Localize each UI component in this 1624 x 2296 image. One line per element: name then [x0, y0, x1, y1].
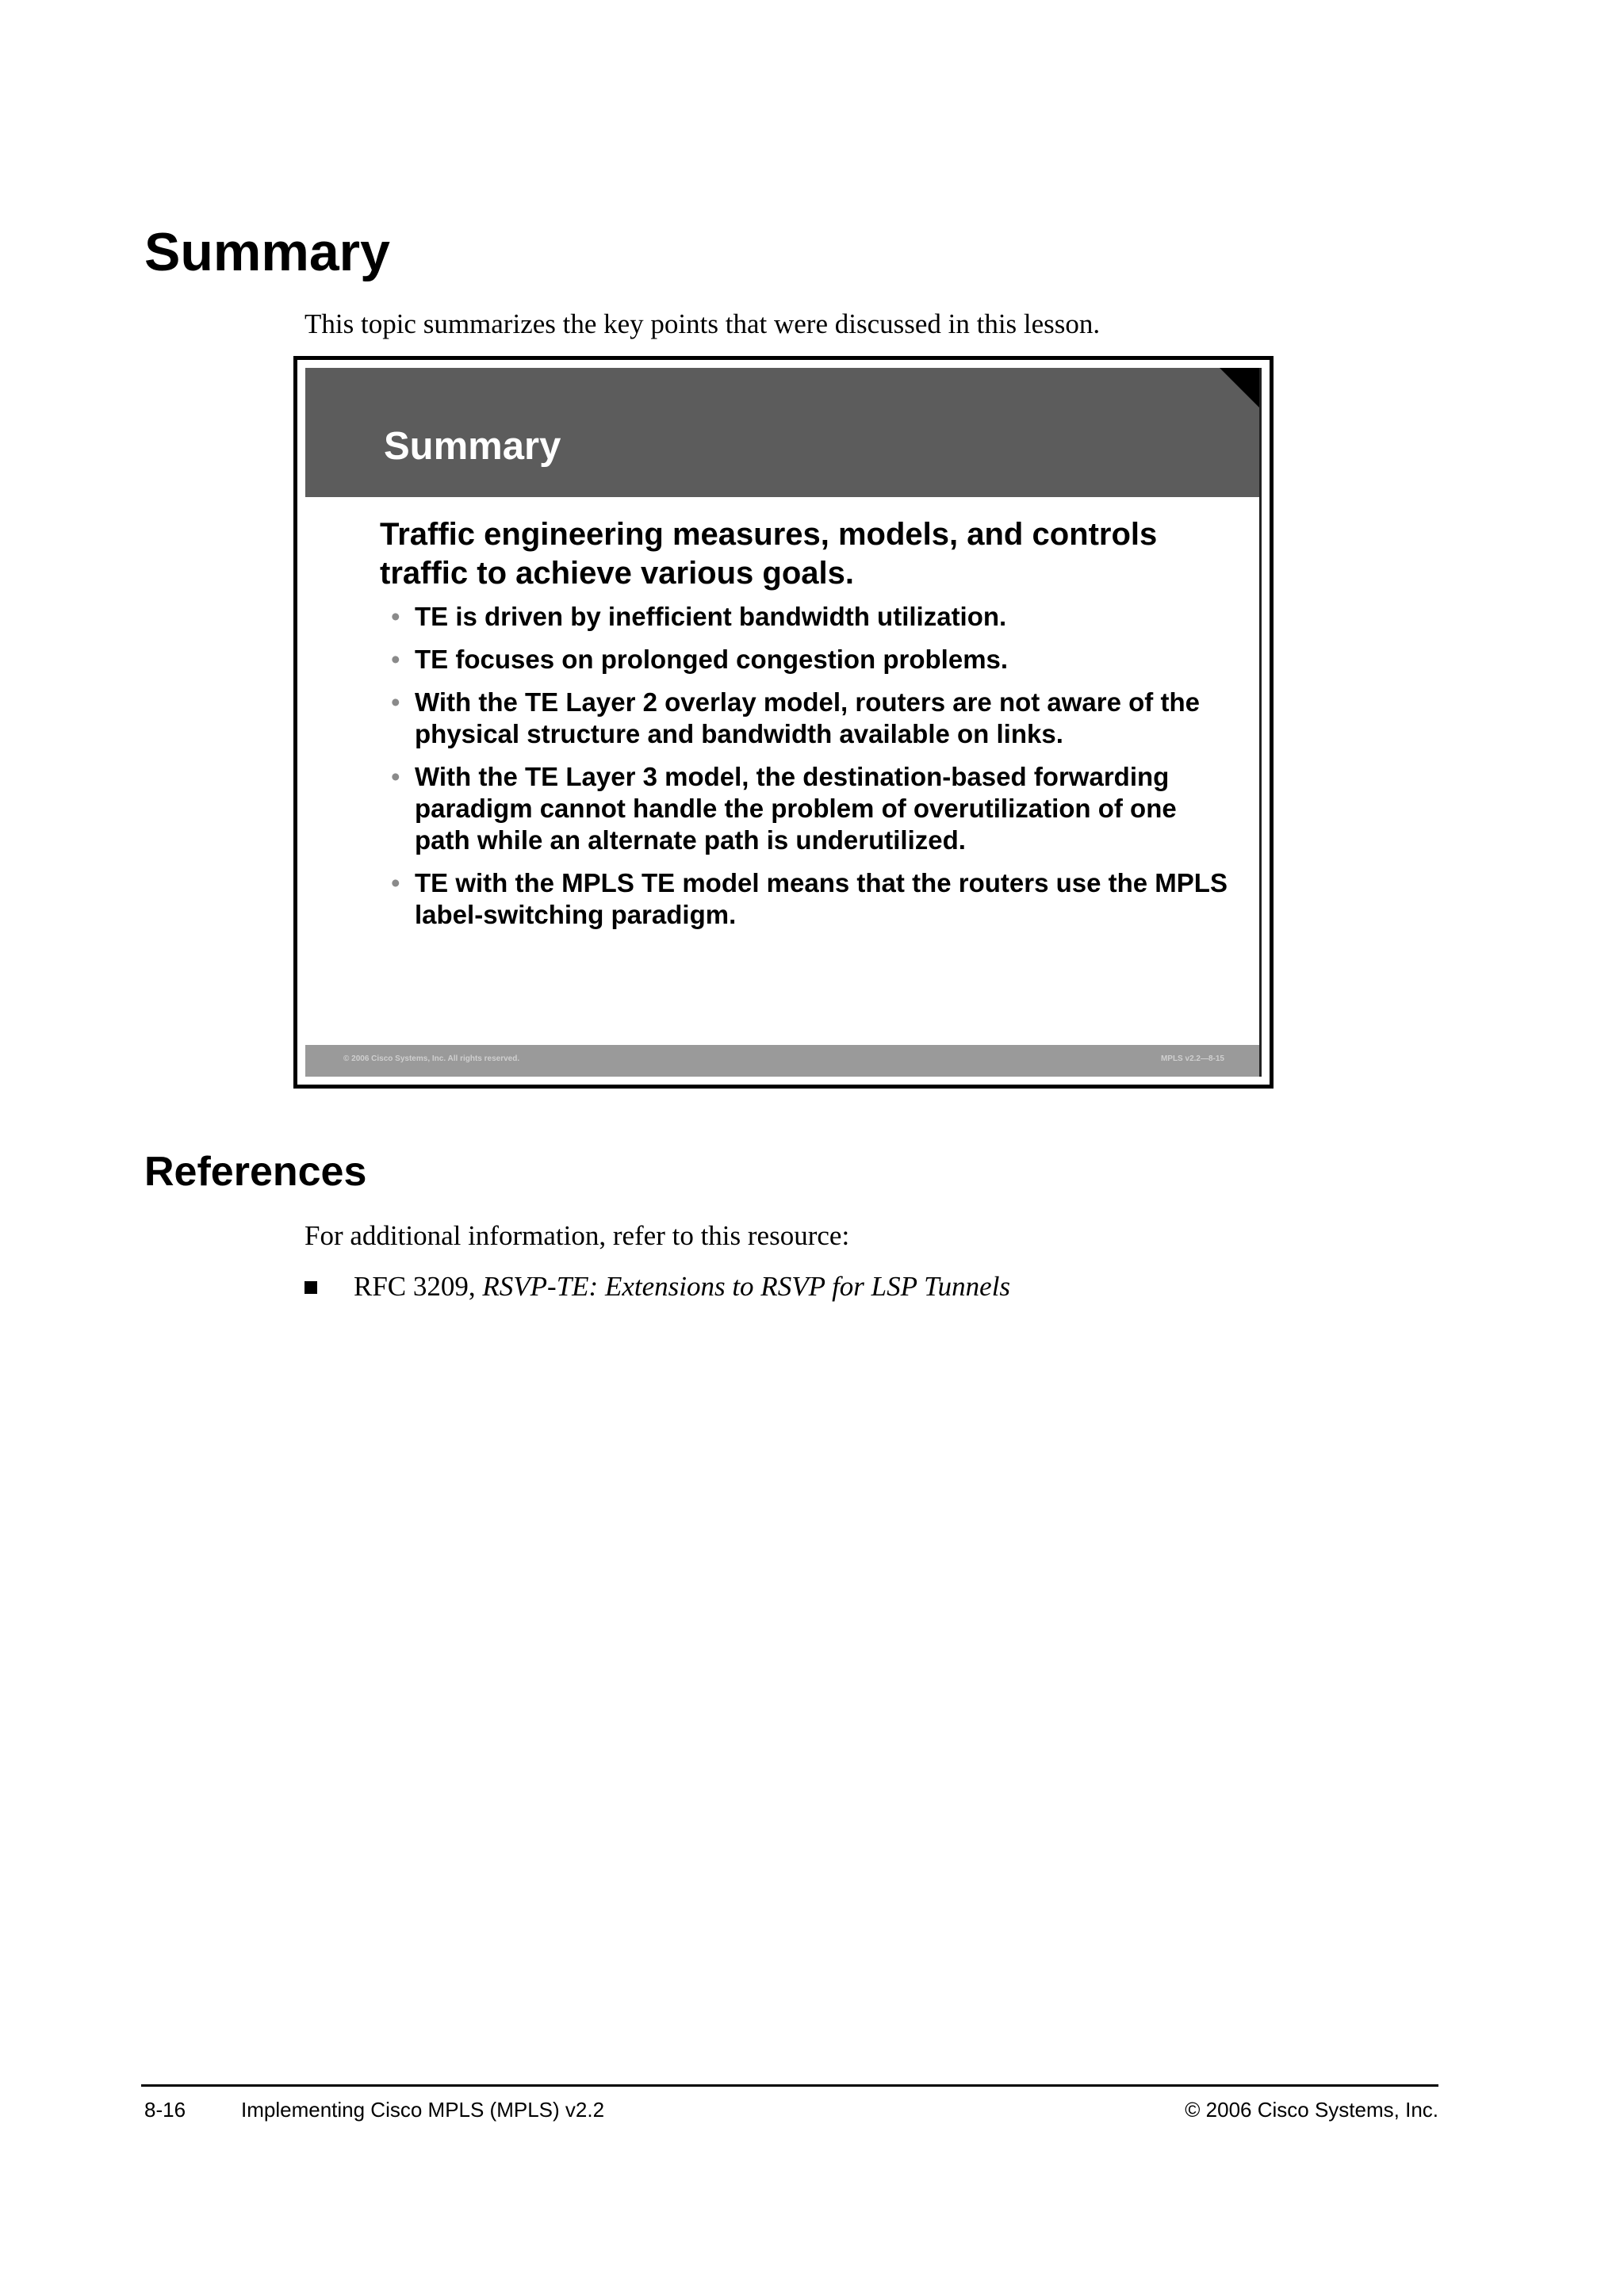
- slide-corner-mark: [1220, 368, 1259, 408]
- bullet-dot-icon: •: [391, 645, 400, 674]
- reference-prefix: RFC 3209,: [354, 1271, 483, 1302]
- slide-bullet-text: With the TE Layer 3 model, the destination-based forwarding paradigm cannot handle the problem of overutilization of one path while an alternate path is underutilized.: [415, 762, 1177, 855]
- slide-bullet-text: TE is driven by inefficient bandwidth utilization.: [415, 602, 1007, 631]
- footer-page-number: 8-16: [144, 2098, 186, 2122]
- slide-footer: [305, 1045, 1259, 1077]
- slide-canvas: [305, 368, 1262, 1077]
- slide-bullet-list: [391, 601, 1231, 942]
- references-heading: References: [144, 1149, 367, 1195]
- bullet-dot-icon: •: [391, 762, 400, 791]
- summary-slide: [293, 356, 1274, 1089]
- slide-bullet-text: TE with the MPLS TE model means that the routers use the MPLS label-switching paradigm.: [415, 868, 1228, 929]
- slide-bullet-item: [391, 687, 1231, 750]
- slide-title: Summary: [384, 425, 561, 468]
- slide-header: [305, 368, 1259, 497]
- footer-course-title: Implementing Cisco MPLS (MPLS) v2.2: [241, 2098, 605, 2122]
- footer-divider: [141, 2084, 1438, 2087]
- reference-title: RSVP-TE: Extensions to RSVP for LSP Tunnels: [482, 1271, 1011, 1302]
- slide-lead-text: Traffic engineering measures, models, and controls traffic to achieve various goals.: [380, 517, 1158, 591]
- bullet-dot-icon: •: [391, 687, 400, 717]
- references-list: [304, 1270, 1010, 1303]
- slide-page-reference: MPLS v2.2—8-15: [1160, 1054, 1224, 1063]
- intro-paragraph: This topic summarizes the key points that were discussed in this lesson.: [304, 308, 1101, 339]
- reference-item: [304, 1270, 1010, 1303]
- slide-bullet-item: [391, 601, 1231, 633]
- square-bullet-icon: [304, 1281, 317, 1294]
- bullet-dot-icon: •: [391, 868, 400, 897]
- references-intro: For additional information, refer to this resource:: [304, 1220, 850, 1251]
- bullet-dot-icon: •: [391, 602, 400, 631]
- page-title: Summary: [144, 222, 390, 282]
- slide-bullet-item: [391, 761, 1231, 856]
- slide-bullet-text: With the TE Layer 2 overlay model, routers are not aware of the physical structure and bandwidth available on links.: [415, 687, 1200, 748]
- footer-copyright: © 2006 Cisco Systems, Inc.: [1185, 2098, 1438, 2122]
- slide-bullet-text: TE focuses on prolonged congestion problems.: [415, 645, 1009, 674]
- slide-copyright: © 2006 Cisco Systems, Inc. All rights reserved.: [343, 1054, 520, 1063]
- slide-bullet-item: [391, 867, 1231, 931]
- slide-bullet-item: [391, 644, 1231, 675]
